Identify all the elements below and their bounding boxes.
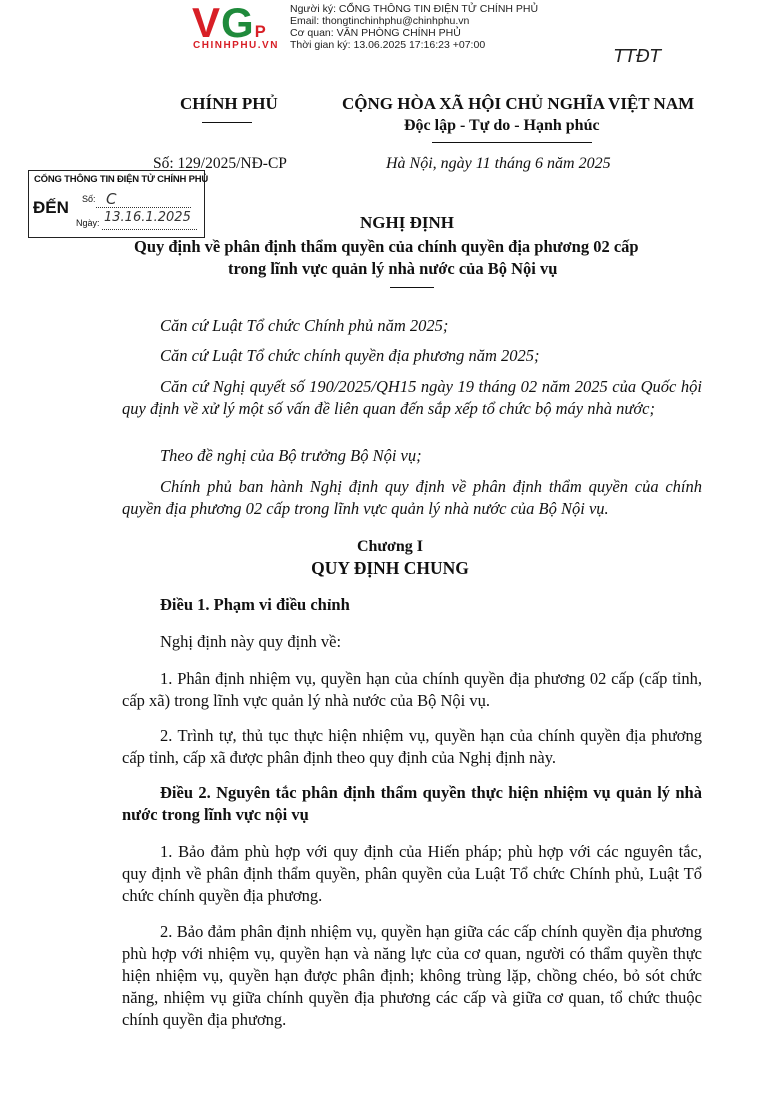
article-1-clause-1: 1. Phân định nhiệm vụ, quyền hạn của chính quyền địa phương 02 cấp (cấp tỉnh, cấp xã) trong lĩnh vực quản lý nhà nước của Bộ Nội vụ. [122,669,702,710]
national-title: CỘNG HÒA XÃ HỘI CHỦ NGHĨA VIỆT NAM [342,94,695,113]
chapter-name: QUY ĐỊNH CHUNG [311,558,469,578]
document-number: Số: 129/2025/NĐ-CP [153,155,287,172]
promulgation-line: Chính phủ ban hành Nghị định quy định về phân định thẩm quyền của chính quyền địa phương 02 cấp trong lĩnh vực quản lý nhà nước của Bộ Nội vụ. [122,477,702,518]
stamp-date-label: Ngày: [76,218,100,228]
subject-underline [390,287,434,288]
stamp-number-value: C [106,190,117,208]
motto-underline [432,142,592,143]
digital-signature-block [290,3,538,51]
stamp-number-label: Số: [82,194,96,204]
signature-time: Thời gian ký: 13.06.2025 17:16:23 +07:00 [290,39,486,51]
logo-letter-v: V [192,0,222,46]
national-motto: Độc lập - Tự do - Hạnh phúc [404,117,600,134]
issuing-agency: CHÍNH PHỦ [180,94,278,113]
logo-subtitle: CHINHPHU.VN [193,40,279,51]
place-and-date: Hà Nội, ngày 11 tháng 6 năm 2025 [386,155,611,172]
article-1-heading: Điều 1. Phạm vi điều chỉnh [160,595,350,614]
stamp-number-line [96,207,191,208]
proposal-line: Theo đề nghị của Bộ trưởng Bộ Nội vụ; [160,446,422,465]
stamp-date-value: 13.16.1.2025 [104,210,191,225]
signature-email: Email: thongtinchinhphu@chinhphu.vn [290,15,470,27]
document-subject-line-1: Quy định về phân định thẩm quyền của chính quyền địa phương 02 cấp [134,237,639,256]
stamp-title: CỔNG THÔNG TIN ĐIỆN TỬ CHÍNH PHỦ [34,174,209,185]
chapter-number: Chương I [356,538,424,555]
article-1-intro: Nghị định này quy định về: [160,632,342,651]
stamp-den-label: ĐẾN [33,198,69,217]
stamp-date-line [102,229,197,230]
article-2-heading: Điều 2. Nguyên tắc phân định thẩm quyền thực hiện nhiệm vụ quản lý nhà nước trong lĩnh vực nội vụ [122,783,702,824]
legal-basis-1: Căn cứ Luật Tổ chức Chính phủ năm 2025; [160,316,449,335]
signature-agency: Cơ quan: VĂN PHÒNG CHÍNH PHỦ [290,27,461,39]
logo-letter-p: P [254,23,267,41]
vgp-logo [192,2,267,44]
article-2-clause-2: 2. Bảo đảm phân định nhiệm vụ, quyền hạn giữa các cấp chính quyền địa phương phù hợp với nhiệm vụ, quyền hạn và năng lực của cơ quan, người có thẩm quyền thực hiện nhiệm vụ, quyền hạn được phân định; không trùng lặp, chồng chéo, bỏ sót chức năng, nhiệm vụ giữa chính quyền địa phương các cấp và giữa cơ quan, tổ chức thuộc chính quyền địa phương. [122,922,702,1029]
agency-underline [202,122,252,123]
legal-basis-2: Căn cứ Luật Tổ chức chính quyền địa phương năm 2025; [160,346,540,365]
signature-signer: Người ký: CỔNG THÔNG TIN ĐIỆN TỬ CHÍNH PHỦ [290,3,539,15]
article-1-clause-2: 2. Trình tự, thủ tục thực hiện nhiệm vụ, quyền hạn của chính quyền địa phương cấp tỉnh, cấp xã được phân định theo quy định của Nghị định này. [122,726,702,767]
document-type: NGHỊ ĐỊNH [360,213,454,232]
legal-basis-3: Căn cứ Nghị quyết số 190/2025/QH15 ngày 19 tháng 02 năm 2025 của Quốc hội quy định về xử lý một số vấn đề liên quan đến sắp xếp tổ chức bộ máy nhà nước; [122,377,702,418]
article-2-clause-1: 1. Bảo đảm phù hợp với quy định của Hiến pháp; phù hợp với các nguyên tắc, quy định về phân định thẩm quyền, phân quyền của Luật Tổ chức Chính phủ, Luật Tổ chức chính quyền địa phương. [122,842,702,905]
logo-letter-g: G [221,0,255,46]
handwritten-mark: TTĐT [614,46,661,67]
document-subject-line-2: trong lĩnh vực quản lý nhà nước của Bộ Nội vụ [228,259,558,278]
